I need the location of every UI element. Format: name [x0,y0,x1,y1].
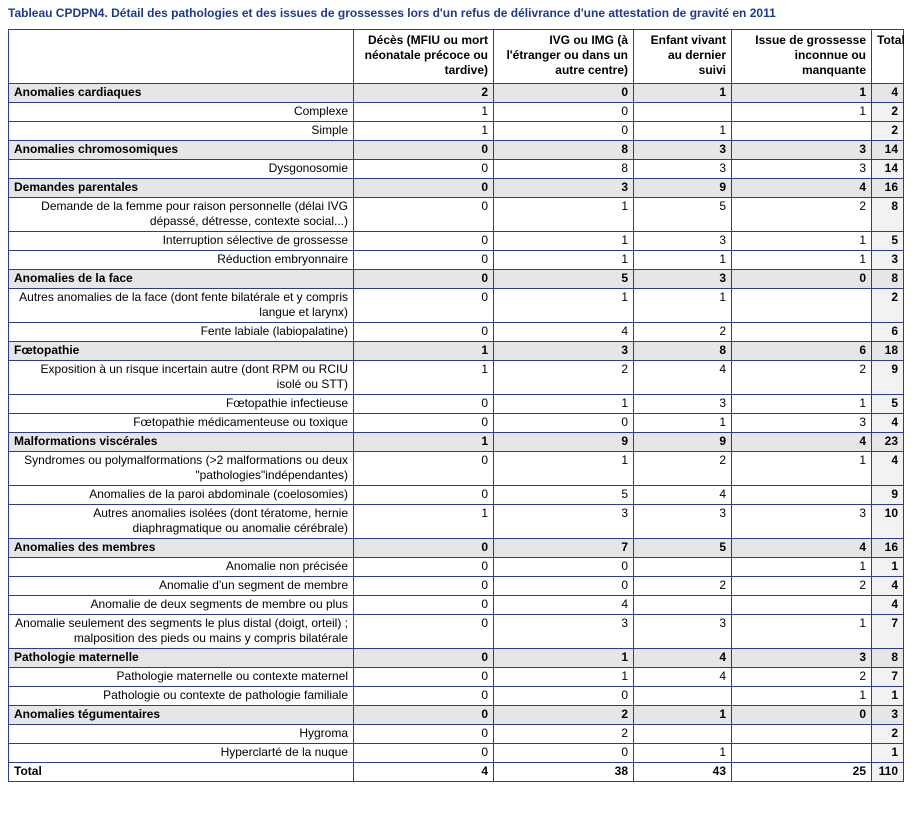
value-cell: 0 [494,687,634,706]
row-label: Syndromes ou polymalformations (>2 malformations ou deux "pathologies"indépendantes) [9,452,354,486]
value-cell: 0 [354,270,494,289]
row-total-cell: 9 [872,486,904,505]
value-cell: 5 [494,486,634,505]
row-label: Demandes parentales [9,179,354,198]
row-label: Total [9,763,354,782]
value-cell: 9 [634,433,732,452]
row-label: Fente labiale (labiopalatine) [9,323,354,342]
value-cell: 4 [732,179,872,198]
row-label: Anomalie non précisée [9,558,354,577]
value-cell: 0 [354,160,494,179]
value-cell: 1 [494,395,634,414]
value-cell: 3 [634,615,732,649]
value-cell: 8 [494,160,634,179]
row-label: Demande de la femme pour raison personnelle (délai IVG dépassé, détresse, contexte social...) [9,198,354,232]
value-cell: 0 [732,706,872,725]
row-total-cell: 4 [872,414,904,433]
value-cell: 2 [732,668,872,687]
table-row-group [9,84,904,103]
value-cell: 2 [494,706,634,725]
value-cell: 3 [494,615,634,649]
value-cell: 1 [354,505,494,539]
row-label: Dysgonosomie [9,160,354,179]
row-total-cell: 3 [872,706,904,725]
value-cell [732,744,872,763]
row-label: Autres anomalies isolées (dont tératome, hernie diaphragmatique ou anomalie cérébrale) [9,505,354,539]
value-cell: 0 [494,577,634,596]
row-total-cell: 6 [872,323,904,342]
row-label: Pathologie ou contexte de pathologie familiale [9,687,354,706]
value-cell: 1 [732,452,872,486]
row-total-cell: 7 [872,615,904,649]
value-cell: 3 [634,395,732,414]
table-row [9,577,904,596]
table-row-group [9,179,904,198]
value-cell [634,558,732,577]
header-cell-issue-inconnue: Issue de grossesse inconnue ou manquante [732,30,872,84]
header-cell-total: Total [872,30,904,84]
value-cell: 1 [494,232,634,251]
row-total-cell: 2 [872,122,904,141]
value-cell: 1 [634,84,732,103]
table-row [9,160,904,179]
value-cell: 1 [732,232,872,251]
header-cell-deces: Décès (MFIU ou mort néonatale précoce ou tardive) [354,30,494,84]
value-cell: 1 [732,103,872,122]
row-label: Anomalies de la face [9,270,354,289]
value-cell: 0 [732,270,872,289]
value-cell: 1 [634,289,732,323]
row-label: Anomalie d'un segment de membre [9,577,354,596]
value-cell: 1 [354,103,494,122]
table-row [9,596,904,615]
value-cell: 0 [494,122,634,141]
row-label: Hygroma [9,725,354,744]
row-label: Réduction embryonnaire [9,251,354,270]
value-cell: 5 [494,270,634,289]
value-cell: 1 [354,122,494,141]
table-row [9,414,904,433]
value-cell: 0 [494,103,634,122]
value-cell [732,725,872,744]
row-total-cell: 16 [872,179,904,198]
value-cell: 0 [354,395,494,414]
value-cell: 4 [732,539,872,558]
row-total-cell: 9 [872,361,904,395]
value-cell: 2 [354,84,494,103]
table-row [9,395,904,414]
value-cell: 2 [732,361,872,395]
value-cell: 0 [354,649,494,668]
value-cell [732,486,872,505]
value-cell: 0 [494,744,634,763]
row-label: Fœtopathie [9,342,354,361]
row-label: Interruption sélective de grossesse [9,232,354,251]
value-cell: 3 [732,141,872,160]
row-label: Exposition à un risque incertain autre (dont RPM ou RCIU isolé ou STT) [9,361,354,395]
value-cell: 0 [354,615,494,649]
value-cell: 0 [494,84,634,103]
value-cell: 2 [634,577,732,596]
value-cell [732,122,872,141]
value-cell: 0 [354,486,494,505]
row-total-cell: 14 [872,141,904,160]
value-cell: 3 [732,414,872,433]
value-cell: 2 [732,198,872,232]
table-row [9,251,904,270]
value-cell: 0 [494,414,634,433]
row-total-cell: 4 [872,577,904,596]
row-total-cell: 8 [872,198,904,232]
value-cell: 0 [354,179,494,198]
value-cell: 1 [354,433,494,452]
value-cell: 1 [732,558,872,577]
value-cell: 0 [354,289,494,323]
pathology-table [8,29,904,782]
table-row [9,615,904,649]
value-cell: 1 [732,687,872,706]
value-cell: 1 [634,706,732,725]
header-cell-ivg-img: IVG ou IMG (à l'étranger ou dans un autre centre) [494,30,634,84]
table-title: Tableau CPDPN4. Détail des pathologies et des issues de grossesses lors d'un refus de délivrance d'une attestation de gravité en 2011 [8,6,776,20]
table-row [9,232,904,251]
row-total-cell: 5 [872,395,904,414]
row-total-cell: 1 [872,744,904,763]
value-cell: 3 [634,160,732,179]
value-cell: 0 [494,558,634,577]
table-row [9,198,904,232]
value-cell [634,687,732,706]
value-cell: 3 [494,342,634,361]
value-cell: 4 [494,323,634,342]
value-cell: 3 [732,160,872,179]
table-row [9,505,904,539]
row-total-cell: 1 [872,558,904,577]
value-cell: 0 [354,323,494,342]
value-cell: 1 [634,251,732,270]
header-cell-enfant-vivant: Enfant vivant au dernier suivi [634,30,732,84]
table-row-group [9,539,904,558]
row-total-cell: 10 [872,505,904,539]
row-total-cell: 7 [872,668,904,687]
table-row [9,486,904,505]
row-label: Anomalies cardiaques [9,84,354,103]
table-row [9,668,904,687]
value-cell: 2 [634,323,732,342]
row-total-cell: 110 [872,763,904,782]
value-cell: 43 [634,763,732,782]
row-total-cell: 4 [872,84,904,103]
row-total-cell: 2 [872,289,904,323]
row-label: Malformations viscérales [9,433,354,452]
table-row-group [9,433,904,452]
value-cell: 4 [634,361,732,395]
value-cell: 3 [634,505,732,539]
value-cell: 3 [732,505,872,539]
value-cell: 0 [354,706,494,725]
value-cell: 3 [634,270,732,289]
value-cell: 4 [494,596,634,615]
table-row-group [9,706,904,725]
value-cell: 1 [494,649,634,668]
row-label: Pathologie maternelle [9,649,354,668]
row-label: Anomalie seulement des segments le plus distal (doigt, orteil) ; malposition des pieds ou mains y compris bilatérale [9,615,354,649]
row-total-cell: 8 [872,270,904,289]
value-cell: 2 [634,452,732,486]
value-cell: 0 [354,687,494,706]
value-cell: 9 [494,433,634,452]
value-cell: 1 [354,361,494,395]
value-cell: 2 [732,577,872,596]
row-label: Anomalies de la paroi abdominale (coelosomies) [9,486,354,505]
value-cell: 0 [354,596,494,615]
value-cell: 2 [494,361,634,395]
row-label: Anomalies tégumentaires [9,706,354,725]
value-cell: 6 [732,342,872,361]
table-row [9,744,904,763]
value-cell: 0 [354,744,494,763]
value-cell: 0 [354,414,494,433]
table-row [9,103,904,122]
value-cell: 3 [634,141,732,160]
row-label: Fœtopathie infectieuse [9,395,354,414]
value-cell [732,323,872,342]
row-label: Pathologie maternelle ou contexte maternel [9,668,354,687]
value-cell [634,103,732,122]
value-cell: 3 [494,505,634,539]
value-cell: 1 [732,251,872,270]
table-row-total [9,763,904,782]
table-row-group [9,649,904,668]
value-cell: 0 [354,539,494,558]
table-body [9,84,904,782]
value-cell: 25 [732,763,872,782]
value-cell: 4 [354,763,494,782]
table-row [9,323,904,342]
value-cell: 1 [494,668,634,687]
row-total-cell: 4 [872,452,904,486]
row-total-cell: 3 [872,251,904,270]
value-cell: 1 [494,251,634,270]
row-total-cell: 14 [872,160,904,179]
value-cell: 0 [354,198,494,232]
value-cell: 4 [732,433,872,452]
row-total-cell: 5 [872,232,904,251]
value-cell: 3 [732,649,872,668]
value-cell [634,596,732,615]
row-label: Anomalies des membres [9,539,354,558]
row-total-cell: 16 [872,539,904,558]
value-cell: 1 [494,452,634,486]
row-label: Fœtopathie médicamenteuse ou toxique [9,414,354,433]
row-label: Anomalies chromosomiques [9,141,354,160]
value-cell: 4 [634,486,732,505]
value-cell: 0 [354,577,494,596]
value-cell: 5 [634,198,732,232]
table-row-group [9,342,904,361]
table-row [9,725,904,744]
value-cell: 8 [634,342,732,361]
value-cell: 1 [732,84,872,103]
table-row [9,558,904,577]
value-cell: 1 [634,414,732,433]
value-cell: 2 [494,725,634,744]
value-cell: 0 [354,141,494,160]
table-row [9,452,904,486]
row-label: Simple [9,122,354,141]
value-cell: 1 [732,395,872,414]
row-total-cell: 4 [872,596,904,615]
value-cell: 3 [494,179,634,198]
value-cell: 1 [732,615,872,649]
table-row [9,122,904,141]
row-label: Complexe [9,103,354,122]
row-total-cell: 2 [872,725,904,744]
table-row-group [9,270,904,289]
value-cell: 0 [354,558,494,577]
row-label: Anomalie de deux segments de membre ou plus [9,596,354,615]
row-total-cell: 1 [872,687,904,706]
value-cell [732,596,872,615]
header-row [9,30,904,84]
value-cell: 0 [354,251,494,270]
row-total-cell: 18 [872,342,904,361]
value-cell: 5 [634,539,732,558]
value-cell: 0 [354,725,494,744]
value-cell: 4 [634,668,732,687]
row-total-cell: 23 [872,433,904,452]
value-cell [634,725,732,744]
table-row-group [9,141,904,160]
row-label: Autres anomalies de la face (dont fente bilatérale et y compris langue et larynx) [9,289,354,323]
value-cell: 8 [494,141,634,160]
row-total-cell: 2 [872,103,904,122]
value-cell: 1 [494,198,634,232]
value-cell: 4 [634,649,732,668]
value-cell: 1 [494,289,634,323]
value-cell: 3 [634,232,732,251]
value-cell: 7 [494,539,634,558]
row-label: Hyperclarté de la nuque [9,744,354,763]
table-row [9,687,904,706]
value-cell: 0 [354,452,494,486]
row-total-cell: 8 [872,649,904,668]
header-cell-label [9,30,354,84]
value-cell: 0 [354,668,494,687]
value-cell: 1 [354,342,494,361]
table-row [9,361,904,395]
value-cell: 38 [494,763,634,782]
value-cell: 1 [634,744,732,763]
table-row [9,289,904,323]
value-cell: 0 [354,232,494,251]
value-cell: 9 [634,179,732,198]
value-cell [732,289,872,323]
value-cell: 1 [634,122,732,141]
